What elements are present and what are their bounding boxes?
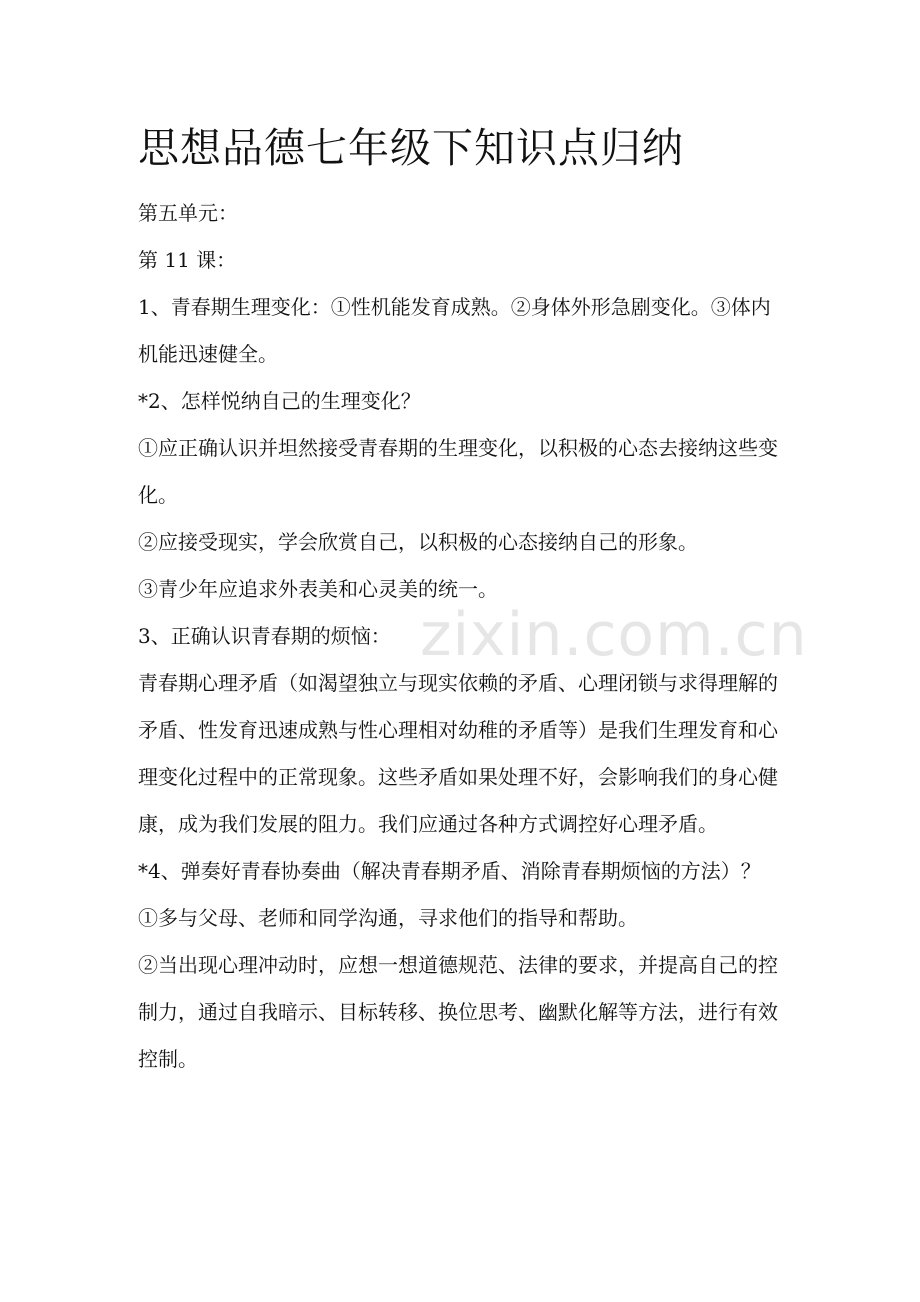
site-watermark: zixin.com.cn: [420, 600, 808, 670]
point-3-heading: 3、正确认识青春期的烦恼：: [138, 624, 391, 648]
point-2-answer-2: ②应接受现实，学会欣赏自己，以积极的心态接纳自己的形象。: [138, 530, 698, 554]
point-3-body: 青春期心理矛盾（如渴望独立与现实依赖的矛盾、心理闭锁与求得理解的矛盾、性发育迅速成熟与性心理相对幼稚的矛盾等）是我们生理发育和心理变化过程中的正常现象。这些矛盾如果处理不好，会影响我们的身心健康，成为我们发展的阻力。我们应通过各种方式调控好心理矛盾。: [138, 671, 778, 836]
unit-heading: 第五单元：: [138, 201, 238, 225]
document-title: 思想品德七年级下知识点归纳: [138, 124, 684, 172]
point-2-question: *2、怎样悦纳自己的生理变化？: [138, 389, 421, 413]
point-1-physiological-changes: 1、青春期生理变化：①性机能发育成熟。②身体外形急剧变化。③体内机能迅速健全。: [138, 295, 771, 366]
document-body: [138, 190, 784, 1083]
point-4-answer-2: ②当出现心理冲动时，应想一想道德规范、法律的要求，并提高自己的控制力，通过自我暗示、目标转移、换位思考、幽默化解等方法，进行有效控制。: [138, 953, 778, 1071]
point-4-answer-1: ①多与父母、老师和同学沟通，寻求他们的指导和帮助。: [138, 906, 638, 930]
point-4-question: *4、弹奏好青春协奏曲（解决青春期矛盾、消除青春期烦恼的方法）？: [138, 859, 761, 883]
point-2-answer-1: ①应正确认识并坦然接受青春期的生理变化，以积极的心态去接纳这些变化。: [138, 436, 778, 507]
lesson-heading: 第 11 课：: [138, 248, 237, 272]
point-2-answer-3: ③青少年应追求外表美和心灵美的统一。: [138, 577, 498, 601]
